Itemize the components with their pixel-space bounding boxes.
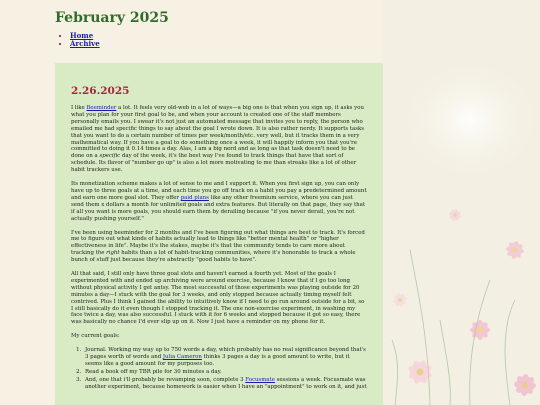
nav-link-archive[interactable]: Archive [70,39,100,48]
site-header [55,10,169,48]
text-run: sessions a week. Focusmate was another experiment, because homework is easier when I have an "appointment" to work on it, and just [85,376,367,390]
link-julia-cameron[interactable]: Julia Cameron [162,354,202,361]
emphasis-text: the right [95,250,120,257]
post-paragraph [71,230,367,265]
post-card [55,63,383,405]
list-item [83,377,367,391]
text-run: And, one that i'll probably be revamping soon, complete 3 [85,376,246,383]
link-beeminder[interactable]: Beeminder [86,105,117,111]
post-paragraph [71,181,367,222]
link-focusmate[interactable]: Focusmate [245,376,275,383]
text-run: I like [71,105,87,111]
text-run: Its monetization scheme makes a lot of sense to me and I support it. When you first sign up, you can only have up to three goals at a time, and each time you go off track on a habit you pay a predetermined amount and earn one more goal slot. They offer [71,181,367,201]
nav-link-home[interactable]: Home [70,31,94,40]
text-run: like any other freemium service, where you can just send them x dollars a month for unlimited goals and extra features. But literally on that page, they say that if all you want is more goals, you should earn them by derailing because "if you never derail, you're not actually pushing yourself." [71,194,366,222]
text-run: thinks 3 pages a day is a good amount to write, but it seems like a good amount for my purposes too. [85,354,350,367]
post-paragraph [71,105,367,174]
list-item: 2. Read a book off my TBR pile for 30 minutes a day. [83,369,367,376]
text-run: habits than a lot of habit-tracking communities, where it's honorable to track a whole bunch of stuff just because they're abstractly "good habits to have". [71,250,356,264]
list-item [83,347,367,368]
post-date: 2.26.2025 [71,85,130,97]
site-title: February 2025 [55,10,169,26]
text-run: day of the week, it's the best way I've found to track things that have that sort of schedule. Its flavor of "number go up" is also a lot more motivating to me than streaks like a lot of other habit trackers use. [71,153,357,174]
nav-item-archive [70,40,169,48]
goals-list [83,347,367,390]
post-paragraph: All that said, I still only have three goal slots and haven't earned a fourth yet. Most of the goals I experimented with and ended up archiving were around exercise, because I know that if I go too long without physical activity I get antsy. The most successful of those experiments was playing outside for 20 minutes a day—I stuck with the goal for 3 weeks, and only stopped because actually timing myself felt contrived. Plus I think I gained the ability to intuitively know if I need to go run around outside for a bit, so I still basically do it even though I stopped tracking it. The one non-exercise experiment, in washing my face twice a day, was also successful. I stuck with it for 6 weeks and stopped because it got so easy, there was basically no chance I'd ever slip up on it. Now I just have a reminder on my phone for it. [71,271,365,326]
link-paid-plans[interactable]: paid plans [180,194,209,201]
text-run: Journal. Working my way up to 750 words a day, which probably has no real significance beyond that's 3 pages worth of words and [85,347,366,361]
text-run: a lot. It feels very old-web in a lot of ways—a big one is that when you sign up, it asks you what you plan for your first goal to be, and when your account is created one of the staff members personally emails you. I swear it's not just an automated message that invites you to reply, the person who emailed me had specific things to say about the goal I wrote down. It is also rather nerdy. It supports tasks that you want to do a certain number of times per week/month/etc. very well, but it tracks them in a very mathematical way. If you have a goal to do something once a week, it will happily inform you that you're committed to doing it 0.14 times a day. Alas, I am a big nerd and as long as that task doesn't need to be done on a [71,105,365,160]
emphasis-text: specific [99,153,121,160]
text-run: I've been using beeminder for 2 months and I've been figuring out what things are best to track. It's forced me to figure out what kinds of habits actually lead to things like "better mental health" or "higher effectiveness in life". Maybe it's the stakes, maybe it's that the community tends to care more about tracking [71,229,365,257]
site-nav [70,32,169,48]
goals-heading: My current goals: [71,333,120,340]
